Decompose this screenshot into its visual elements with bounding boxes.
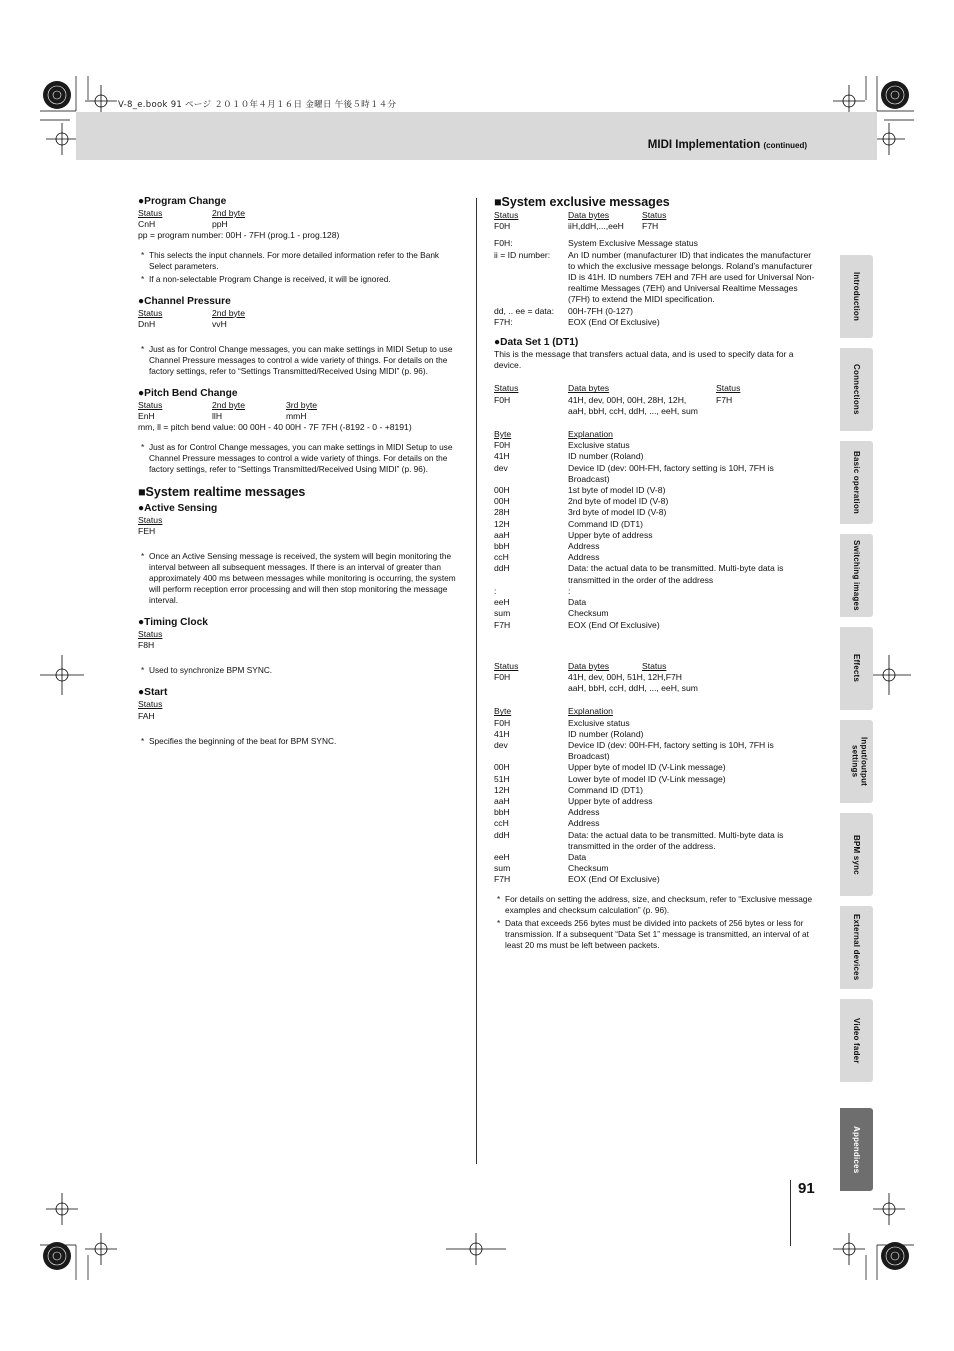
active-sensing-note: * Once an Active Sensing message is received, the system will begin monitoring the interval between all subsequent messages. If there is an interval of greater than approximately 400 ms between messages while monitoring is occurring, the system will perform reception error processing and will then stop monitoring the message interval.: [138, 551, 460, 606]
explanation: Upper byte of model ID (V-Link message): [568, 762, 726, 773]
col-status: Status: [494, 383, 519, 394]
byte: ddH: [494, 829, 510, 840]
explain1-row: [494, 507, 816, 518]
tab-label: Switching images: [852, 540, 861, 611]
explanation: Address: [568, 552, 600, 563]
def-term: F7H:: [494, 316, 513, 327]
start-note: * Specifies the beginning of the beat for BPM SYNC.: [138, 736, 460, 747]
dt1-table1-header: [494, 383, 816, 394]
channel-pressure-header-row: [138, 308, 460, 319]
value-status: F0H: [494, 394, 511, 405]
realtime-heading: ■System realtime messages: [138, 484, 306, 499]
tab-basic-operation[interactable]: [840, 441, 873, 524]
byte: bbH: [494, 541, 510, 552]
byte: 12H: [494, 518, 510, 529]
page-header: [76, 112, 877, 160]
explain1-header: [494, 429, 816, 440]
channel-pressure-heading: ●Channel Pressure: [138, 295, 231, 307]
tab-label: Input/output settings: [850, 736, 869, 787]
dt1-table2-row-cont: [494, 683, 816, 694]
explanation: Upper byte of address: [568, 529, 653, 540]
sysex-heading: ■System exclusive messages: [494, 195, 670, 209]
dt1-table2-header: [494, 661, 816, 672]
col-2nd-byte: 2nd byte: [212, 307, 245, 318]
sysex-header-row: [494, 210, 816, 221]
explain1-row: [494, 463, 816, 485]
byte: 00H: [494, 762, 510, 773]
byte: ddH: [494, 563, 510, 574]
explain1-row: [494, 451, 816, 462]
byte: dev: [494, 739, 508, 750]
explain2-row: [494, 852, 816, 863]
byte: ccH: [494, 818, 509, 829]
col-status-end: Status: [642, 660, 667, 671]
col-data-bytes: Data bytes: [568, 660, 610, 671]
col-explanation: Explanation: [568, 706, 613, 717]
byte: 41H: [494, 451, 510, 462]
byte: 41H: [494, 728, 510, 739]
def-text: 00H-7FH (0-127): [568, 305, 633, 316]
byte: ccH: [494, 552, 509, 563]
tab-label: Video fader: [852, 1017, 861, 1064]
tab-external-devices[interactable]: [840, 906, 873, 989]
col-status: Status: [138, 699, 163, 710]
tab-input-output-settings[interactable]: [840, 720, 873, 803]
header-title: [648, 139, 807, 151]
explanation: Data: [568, 851, 587, 862]
explain1-row: [494, 485, 816, 496]
explain2-row: [494, 796, 816, 807]
byte: eeH: [494, 851, 510, 862]
byte: 00H: [494, 485, 510, 496]
explain1-row: [494, 541, 816, 552]
column-divider: [476, 198, 477, 1164]
dt1-table1-row-cont: [494, 406, 816, 417]
explanation: Checksum: [568, 863, 609, 874]
pitch-bend-heading: ●Pitch Bend Change: [138, 388, 238, 400]
tab-label: Introduction: [852, 271, 861, 322]
explain2-row: [494, 863, 816, 874]
sysex-def: [494, 250, 816, 306]
right-column: [494, 195, 816, 951]
timing-clock-note: * Used to synchronize BPM SYNC.: [138, 665, 460, 676]
def-term: dd, .. ee = data:: [494, 305, 554, 316]
byte: F7H: [494, 874, 511, 885]
dt1-note-2: * Data that exceeds 256 bytes must be divided into packets of 256 bytes or less for transmission. If a subsequent “Data Set 1” message is transmitted, an interval of at least 20 ms must be left between packets.: [494, 918, 816, 951]
explain2-row: [494, 818, 816, 829]
explanation: Exclusive status: [568, 717, 630, 728]
explanation: Command ID (DT1): [568, 518, 643, 529]
start-header: [138, 699, 460, 710]
left-column: [138, 195, 460, 747]
tab-label: Connections: [852, 364, 861, 415]
value-data-bytes-cont: aaH, bbH, ccH, ddH, ..., eeH, sum: [568, 683, 698, 694]
value-status: CnH: [138, 219, 156, 230]
col-byte: Byte: [494, 706, 512, 717]
value-3rd-byte: mmH: [286, 411, 307, 422]
channel-pressure-value-row: [138, 319, 460, 330]
value-status-end: F7H: [716, 394, 733, 405]
explain1-row: [494, 608, 816, 619]
sysex-def: [494, 306, 816, 317]
active-sensing-heading: ●Active Sensing: [138, 502, 218, 514]
explanation: Command ID (DT1): [568, 784, 643, 795]
start-value: FAH: [138, 710, 155, 721]
header-title-text: MIDI Implementation: [647, 139, 761, 151]
explain2-row: [494, 785, 816, 796]
explain2-row: [494, 762, 816, 773]
value-data-bytes-cont: aaH, bbH, ccH, ddH, ..., eeH, sum: [568, 405, 698, 416]
program-change-value-row: [138, 219, 460, 230]
byte: F0H: [494, 717, 511, 728]
explanation: Address: [568, 807, 600, 818]
explain1-row: [494, 496, 816, 507]
col-status: Status: [138, 307, 163, 318]
explain1-row: [494, 519, 816, 530]
tab-video-fader[interactable]: [840, 999, 873, 1082]
col-status: Status: [138, 629, 163, 640]
explain1-row: [494, 530, 816, 541]
dt1-intro: This is the message that transfers actual data, and is used to specify data for a device.: [494, 349, 794, 371]
def-text: An ID number (manufacturer ID) that indicates the manufacturer to which the exclusive message belongs. Roland’s manufacturer ID is 41H. ID numbers 7EH and 7FH are used for Universal Non-realtime Messages (7EH) and Universal Realtime Messages (7FH) to extend the MIDI specification.: [568, 249, 815, 305]
tab-appendices[interactable]: [840, 1108, 873, 1191]
tab-switching-images[interactable]: [840, 534, 873, 617]
col-data-bytes: Data bytes: [568, 210, 610, 220]
col-status-end: Status: [716, 383, 741, 394]
tab-bpm-sync[interactable]: [840, 813, 873, 896]
col-byte: Byte: [494, 429, 512, 440]
value-status: EnH: [138, 411, 155, 422]
tab-effects[interactable]: [840, 627, 873, 710]
explain1-row: [494, 586, 816, 597]
byte: aaH: [494, 795, 510, 806]
explain1-row: [494, 620, 816, 631]
tab-label: Effects: [852, 654, 861, 683]
explain2-row: [494, 807, 816, 818]
explanation: Upper byte of address: [568, 795, 653, 806]
value-data-bytes: iiH,ddH,...,eeH: [568, 221, 624, 232]
byte: F0H: [494, 440, 511, 451]
col-explanation: Explanation: [568, 429, 613, 440]
byte: 12H: [494, 784, 510, 795]
explanation: 3rd byte of model ID (V-8): [568, 507, 667, 518]
col-status: Status: [494, 660, 519, 671]
col-data-bytes: Data bytes: [568, 383, 610, 394]
explain1-row: [494, 563, 816, 585]
col-2nd-byte: 2nd byte: [212, 208, 245, 218]
byte: aaH: [494, 529, 510, 540]
active-sensing-header: [138, 515, 460, 526]
channel-pressure-note: * Just as for Control Change messages, you can make settings in MIDI Setup to use Channel Pressure messages to control a wide variety of things. For details on the factory settings, refer to “Settings Transmitted/Received Using MIDI” (p. 96).: [138, 344, 460, 377]
explanation: Data: [568, 597, 587, 608]
explanation: 2nd byte of model ID (V-8): [568, 496, 669, 507]
dt1-table2-row: [494, 672, 816, 683]
explain1-row: [494, 552, 816, 563]
dt1-table1-row: [494, 395, 816, 406]
timing-clock-header: [138, 629, 460, 640]
explanation: Address: [568, 818, 600, 829]
explanation: Data: the actual data to be transmitted. Multi-byte data is transmitted in the order of the address: [568, 563, 784, 585]
byte: bbH: [494, 807, 510, 818]
byte: :: [494, 585, 497, 596]
byte: dev: [494, 462, 508, 473]
def-term: ii = ID number:: [494, 249, 551, 260]
byte: 51H: [494, 773, 510, 784]
program-change-heading: ●Program Change: [138, 196, 227, 207]
sysex-def: [494, 317, 816, 328]
program-change-note-2: * If a non-selectable Program Change is received, it will be ignored.: [138, 274, 460, 285]
col-2nd-byte: 2nd byte: [212, 400, 245, 411]
program-change-header-row: [138, 208, 460, 219]
byte: F7H: [494, 619, 511, 630]
explain2-row: [494, 718, 816, 729]
col-status: Status: [494, 210, 519, 220]
dt1-note-1: * For details on setting the address, size, and checksum, refer to “Exclusive message examples and checksum calculation” (p. 96).: [494, 894, 816, 916]
def-text: EOX (End Of Exclusive): [568, 316, 660, 327]
tab-label: External devices: [852, 914, 861, 981]
value-status: DnH: [138, 318, 156, 329]
tab-connections[interactable]: [840, 348, 873, 431]
value-2nd-byte: llH: [212, 411, 223, 422]
tab-label: BPM sync: [852, 834, 861, 875]
explanation: EOX (End Of Exclusive): [568, 619, 660, 630]
value-data-bytes: 41H, dev, 00H, 00H, 28H, 12H,: [568, 394, 687, 405]
pitch-bend-note: * Just as for Control Change messages, you can make settings in MIDI Setup to use Channel Pressure messages to control a wide variety of things. For details on the factory settings, refer to “Settings Transmitted/Received Using MIDI” (p. 96).: [138, 442, 460, 475]
explanation: EOX (End Of Exclusive): [568, 874, 660, 885]
tab-label: Appendices: [852, 1125, 861, 1174]
value-data-bytes: 41H, dev, 00H, 51H, 12H,F7H: [568, 671, 683, 682]
def-text: System Exclusive Message status: [568, 238, 698, 249]
start-heading: ●Start: [138, 687, 168, 699]
tab-label: Basic operation: [852, 450, 861, 514]
sysex-value-row: [494, 221, 816, 232]
program-change-note-1: * This selects the input channels. For more detailed information refer to the Bank Select parameters.: [138, 250, 460, 272]
value-2nd-byte: ppH: [212, 219, 228, 230]
explanation: 1st byte of model ID (V-8): [568, 485, 666, 496]
explanation: Device ID (dev: 00H-FH, factory setting is 10H, 7FH is Broadcast): [568, 462, 774, 484]
explain1-row: [494, 440, 816, 451]
explanation: Exclusive status: [568, 440, 630, 451]
header-continued: (continued): [763, 141, 807, 150]
explanation: ID number (Roland): [568, 728, 644, 739]
byte: sum: [494, 608, 511, 619]
timing-clock-value: F8H: [138, 640, 155, 651]
explain2-row: [494, 740, 816, 762]
byte: 00H: [494, 496, 510, 507]
dt1-heading: ●Data Set 1 (DT1): [494, 337, 579, 349]
pitch-bend-header-row: [138, 400, 460, 411]
explanation: Checksum: [568, 608, 609, 619]
explanation: Lower byte of model ID (V-Link message): [568, 773, 726, 784]
byte: eeH: [494, 597, 510, 608]
explanation: Address: [568, 541, 600, 552]
explain2-header: [494, 706, 816, 717]
printer-slug: V-8_e.book 91 ページ ２０１０年４月１６日 金曜日 午後５時１４分: [118, 100, 397, 110]
active-sensing-value: FEH: [138, 525, 156, 536]
tab-introduction[interactable]: [840, 255, 873, 338]
col-3rd-byte: 3rd byte: [286, 400, 318, 411]
explanation: Device ID (dev: 00H-FH, factory setting is 10H, 7FH is Broadcast): [568, 739, 774, 762]
page-number-rule: [790, 1180, 791, 1246]
explanation: Data: the actual data to be transmitted. Multi-byte data is transmitted in the order of the address.: [568, 829, 784, 851]
timing-clock-heading: ●Timing Clock: [138, 617, 208, 629]
value-2nd-byte: vvH: [212, 318, 227, 329]
col-status-end: Status: [642, 210, 667, 220]
byte: 28H: [494, 507, 510, 518]
value-status-end: F7H: [642, 221, 659, 232]
explain2-row: [494, 774, 816, 785]
explain2-row: [494, 729, 816, 740]
program-change-desc: pp = program number: 00H - 7FH (prog.1 - prog.128): [138, 230, 340, 241]
def-term: F0H:: [494, 238, 513, 249]
page-number: 91: [798, 1180, 815, 1197]
pitch-bend-value-row: [138, 411, 460, 422]
value-status: F0H: [494, 671, 511, 682]
byte: sum: [494, 863, 511, 874]
explain1-row: [494, 597, 816, 608]
explanation: ID number (Roland): [568, 451, 644, 462]
explain2-row: [494, 874, 816, 885]
explain2-row: [494, 830, 816, 852]
pitch-bend-desc: mm, ll = pitch bend value: 00 00H - 40 00H - 7F 7FH (-8192 - 0 - +8191): [138, 422, 412, 433]
col-status: Status: [138, 514, 163, 525]
sysex-def: [494, 238, 816, 249]
col-status: Status: [138, 400, 163, 411]
value-status: F0H: [494, 221, 511, 232]
explanation: :: [568, 585, 571, 596]
col-status: Status: [138, 208, 163, 218]
